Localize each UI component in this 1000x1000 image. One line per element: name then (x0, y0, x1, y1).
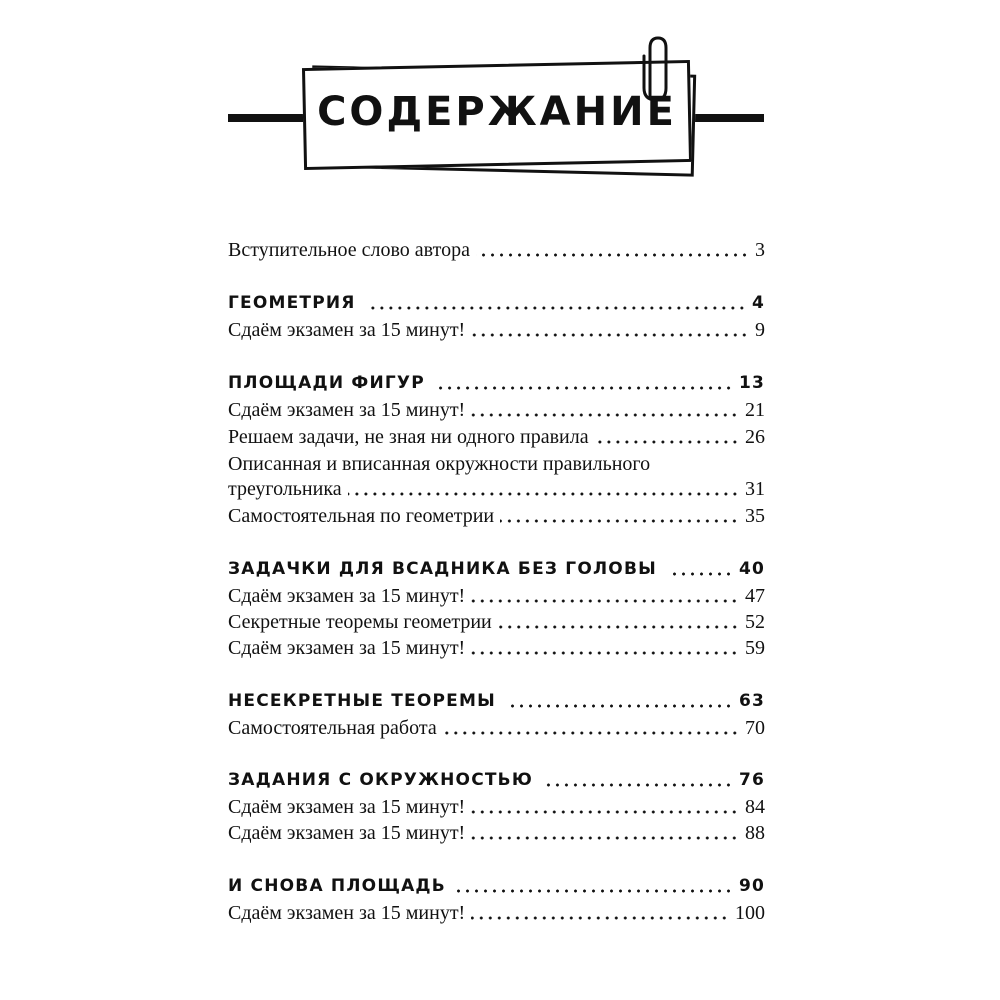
page-number: 35 (745, 505, 765, 527)
entry-title: Сдаём экзамен за 15 минут! (228, 637, 466, 659)
page-number: 88 (745, 822, 765, 844)
chapter-title: ПЛОЩАДИ ФИГУР (228, 373, 425, 393)
dot-leader (435, 386, 733, 390)
toc-entry-row (228, 791, 765, 819)
page-number: 3 (755, 239, 765, 261)
dot-leader (500, 519, 739, 523)
dot-leader (667, 572, 733, 576)
chapter-title: НЕСЕКРЕТНЫЕ ТЕОРЕМЫ (228, 691, 496, 711)
page-number: 59 (745, 637, 765, 659)
page-number: 13 (738, 373, 765, 393)
toc-entry-row (228, 632, 765, 660)
contents-header (0, 0, 1000, 200)
dot-leader (471, 333, 749, 337)
entry-title: Самостоятельная работа (228, 717, 437, 739)
toc-entry-row (228, 473, 765, 501)
page-number: 90 (738, 876, 765, 896)
entry-title: Сдаём экзамен за 15 минут! (228, 319, 466, 341)
page-number: 21 (745, 399, 765, 421)
page-number: 84 (745, 796, 765, 818)
toc-chapter-row (228, 287, 765, 315)
header-rule-right (688, 114, 764, 122)
dot-leader (543, 783, 733, 787)
page-number: 26 (745, 426, 765, 448)
dot-leader (595, 440, 739, 444)
entry-title: Самостоятельная по геометрии (228, 505, 495, 527)
page-number: 31 (745, 478, 765, 500)
entry-title: Решаем задачи, не зная ни одного правила (228, 426, 589, 448)
dot-leader (471, 413, 739, 417)
page-number: 63 (738, 691, 765, 711)
entry-title: Сдаём экзамен за 15 минут! (228, 902, 466, 924)
dot-leader (443, 731, 739, 735)
page-number: 40 (738, 559, 765, 579)
page-number: 9 (755, 319, 765, 341)
toc-entry-row (228, 421, 765, 449)
entry-title: Сдаём экзамен за 15 минут! (228, 822, 466, 844)
dot-leader (366, 306, 746, 310)
chapter-title: ЗАДАНИЯ С ОКРУЖНОСТЬЮ (228, 770, 533, 790)
paperclip-icon (636, 34, 672, 104)
toc-entry-row (228, 234, 765, 262)
entry-title: треугольника (228, 478, 342, 500)
page-number: 4 (751, 293, 765, 313)
toc-entry-row (228, 817, 765, 845)
header-rule-left (228, 114, 308, 122)
toc-entry-row (228, 448, 765, 476)
page-number: 52 (745, 611, 765, 633)
entry-title: Сдаём экзамен за 15 минут! (228, 796, 466, 818)
page-number: 76 (738, 770, 765, 790)
dot-leader (456, 889, 733, 893)
toc-entry-row (228, 606, 765, 634)
chapter-title: И СНОВА ПЛОЩАДЬ (228, 876, 446, 896)
toc-chapter-row (228, 553, 765, 581)
dot-leader (471, 916, 729, 920)
toc-chapter-row (228, 685, 765, 713)
entry-title: Сдаём экзамен за 15 минут! (228, 399, 466, 421)
page-title: СОДЕРЖАНИЕ (317, 89, 677, 135)
dot-leader (498, 625, 739, 629)
dot-leader (476, 253, 749, 257)
dot-leader (471, 836, 739, 840)
entry-title: Сдаём экзамен за 15 минут! (228, 585, 466, 607)
dot-leader (471, 810, 739, 814)
chapter-title: ЗАДАЧКИ ДЛЯ ВСАДНИКА БЕЗ ГОЛОВЫ (228, 559, 657, 579)
toc-entry-row (228, 314, 765, 342)
toc-entry-row (228, 394, 765, 422)
toc-chapter-row (228, 870, 765, 898)
entry-title: Секретные теоремы геометрии (228, 611, 492, 633)
dot-leader (471, 599, 739, 603)
dot-leader (348, 492, 739, 496)
page-number: 47 (745, 585, 765, 607)
toc-entry-row (228, 897, 765, 925)
page-number: 100 (735, 902, 765, 924)
toc-chapter-row (228, 367, 765, 395)
toc-entry-row (228, 712, 765, 740)
dot-leader (506, 704, 733, 708)
entry-title: Вступительное слово автора (228, 239, 470, 261)
page-number: 70 (745, 717, 765, 739)
entry-title: Описанная и вписанная окружности правильного (228, 453, 651, 475)
toc-entry-row (228, 580, 765, 608)
chapter-title: ГЕОМЕТРИЯ (228, 293, 356, 313)
toc-chapter-row (228, 764, 765, 792)
toc-entry-row (228, 500, 765, 528)
dot-leader (471, 651, 739, 655)
